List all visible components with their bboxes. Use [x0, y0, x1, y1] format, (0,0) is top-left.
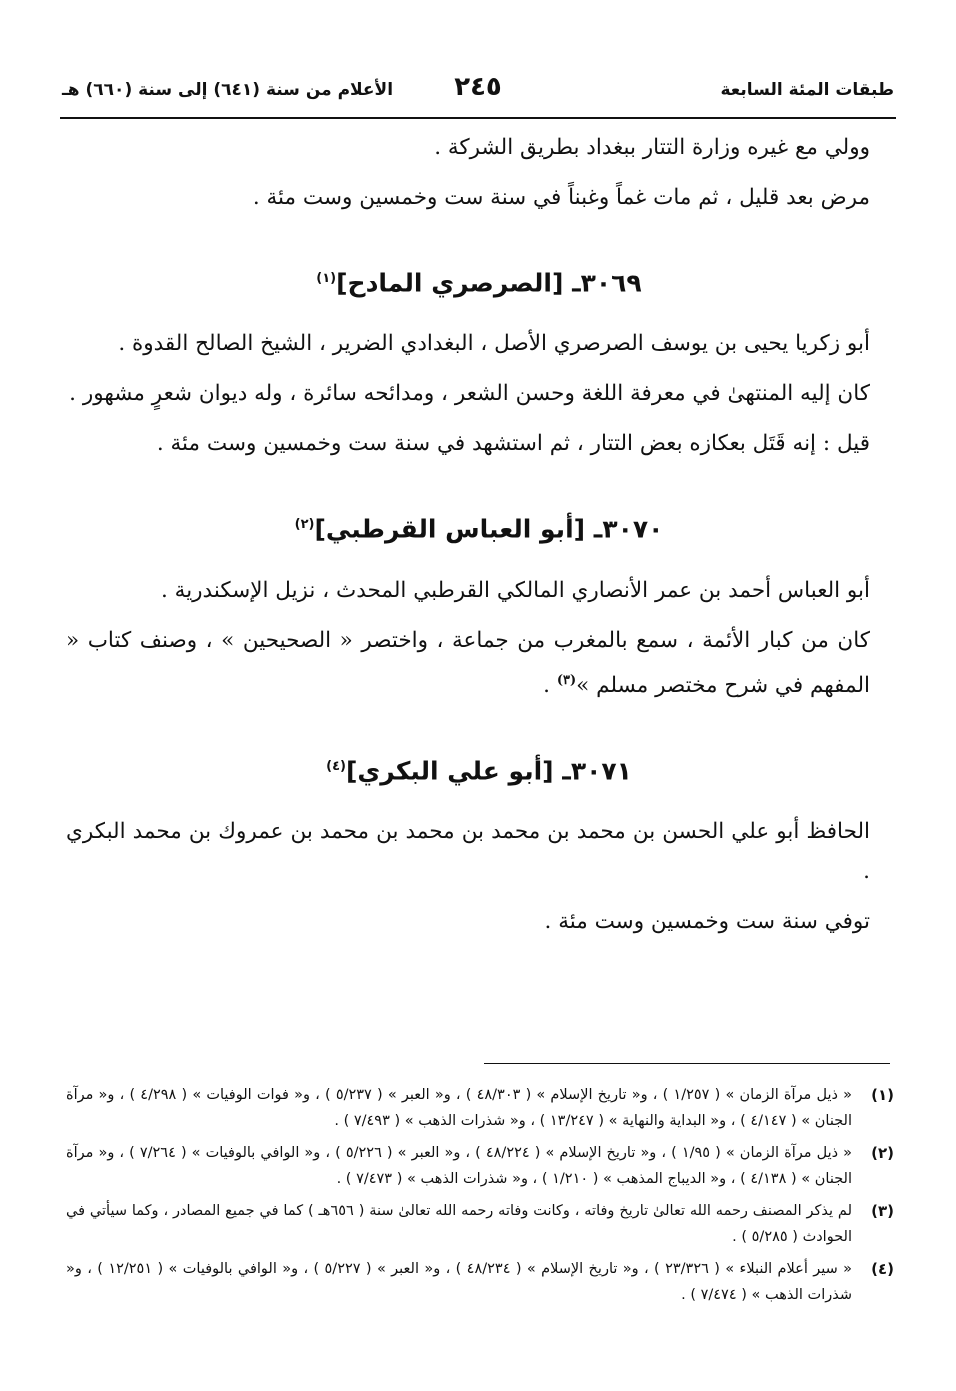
entry-title-text: ٣٠٦٩ـ [الصرصري المادح] [336, 268, 642, 298]
footnote [66, 1082, 894, 1134]
entry-title [66, 256, 892, 306]
footnote [66, 1198, 894, 1250]
footnote-rule [484, 1063, 890, 1064]
paragraph: مرض بعد قليل ، ثم مات غماً وغبناً في سنة ست وخمسين وست مئة . [252, 185, 870, 210]
entry-title [66, 502, 892, 552]
page-number: ٢٤٥ [454, 72, 502, 102]
header-rule [60, 117, 896, 119]
footnote-ref: (٣) [556, 672, 577, 688]
paragraph: كان إليه المنتهىٰ في معرفة اللغة وحسن الشعر ، ومدائحه سائرة ، وله ديوان شعرٍ مشهور . [69, 381, 870, 407]
paragraph [66, 621, 892, 706]
entry-title-text: ٣٠٧١ـ [أبو علي البكري] [345, 756, 632, 786]
paragraph: أبو العباس أحمد بن عمر الأنصاري المالكي القرطبي المحدث ، نزيل الإسكندرية . [161, 577, 870, 603]
footnote-number: (٢) [871, 1144, 894, 1162]
footnote-text: « ذيل مرآة الزمان » ( ١/٢٥٧ ) ، و« تاريخ الإسلام » ( ٤٨/٣٠٣ ) ، و« العبر » ( ٥/٢٣٧ ) ، و« فوات الوفيات » ( ٤/٢٩٨ ) ، و« مرآة الجنان » ( ٤/١٤٧ ) ، و« البداية والنهاية » ( ١٣/٢٤٧ ) ، و« شذرات الذهب » ( ٧/٤٩٣ ) . [66, 1087, 852, 1129]
paragraph: قيل : إنه قَتَل بعكازه بعض التتار ، ثم استشهد في سنة ست وخمسين وست مئة . [156, 431, 870, 457]
footnote-text: « سير أعلام النبلاء » ( ٢٣/٣٢٦ ) ، و« تاريخ الإسلام » ( ٤٨/٢٣٤ ) ، و« العبر » ( ٥/٢٢٧ ) ، و« الوافي بالوفيات » ( ١٢/٢٥١ ) ، و« شذرات الذهب » ( ٧/٤٧٤ ) . [66, 1261, 852, 1303]
entry-title-text: ٣٠٧٠ـ [أبو العباس القرطبي] [314, 514, 664, 544]
section-title: طبقات المئة السابعة [720, 80, 894, 100]
footnote [66, 1140, 894, 1192]
footnote-number: (٣) [871, 1202, 894, 1220]
year-range: الأعلام من سنة (٦٤١) إلى سنة (٦٦٠) هـ [62, 80, 394, 100]
footnotes [66, 1082, 894, 1314]
footnote-text: لم يذكر المصنف رحمه الله تعالىٰ تاريخ وفاته ، وكانت وفاته رحمه الله تعالىٰ سنة ( ٦٥٦هـ ) كما في جميع المصادر ، وكما سيأتي في الحوادث ( ٥/٢٨٥ ) . [66, 1203, 852, 1245]
paragraph: وولي مع غيره وزارة التتار ببغداد بطريق الشركة . [434, 135, 870, 160]
footnote-text: « ذيل مرآة الزمان » ( ١/٩٥ ) ، و« تاريخ الإسلام » ( ٤٨/٢٢٤ ) ، و« العبر » ( ٥/٢٢٦ ) ، و« الوافي بالوفيات » ( ٧/٢٦٤ ) ، و« مرآة الجنان » ( ٤/١٣٨ ) ، و« الديباج المذهب » ( ١/٢١٠ ) ، و« شذرات الذهب » ( ٧/٤٧٣ ) . [66, 1145, 852, 1187]
footnote-number: (١) [871, 1086, 894, 1104]
paragraph: أبو زكريا يحيى بن يوسف الصرصري الأصل ، البغدادي الضرير ، الشيخ الصالح القدوة . [118, 331, 870, 357]
main-text [66, 128, 892, 952]
paragraph-text: كان من كبار الأئمة ، سمع بالمغرب من جماعة ، واختصر « الصحيحين » ، وصنف كتاب « المفهم في شرح مختصر مسلم » [66, 627, 870, 698]
paragraph-end: . [543, 672, 551, 698]
running-header [62, 72, 894, 112]
paragraph: توفي سنة ست وخمسين وست مئة . [544, 909, 870, 935]
footnote-number: (٤) [871, 1260, 894, 1278]
footnote [66, 1256, 894, 1308]
footnote-ref: (٢) [294, 517, 315, 533]
entry-title [66, 744, 892, 794]
paragraph: الحافظ أبو علي الحسن بن محمد بن محمد بن محمد بن محمد بن عمروك بن محمد البكري . [66, 819, 870, 885]
footnote-ref: (٤) [326, 758, 346, 774]
footnote-ref: (١) [316, 271, 337, 286]
